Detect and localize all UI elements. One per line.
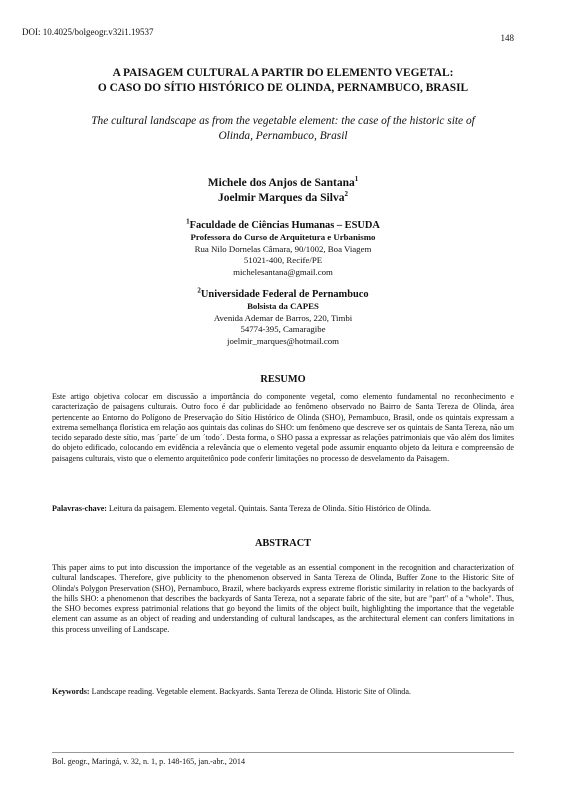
affiliation-superscript: 2 bbox=[197, 286, 201, 295]
abstract-heading: ABSTRACT bbox=[254, 538, 312, 549]
author-1 bbox=[40, 176, 526, 191]
affiliation-address: Rua Nilo Dornelas Câmara, 90/1002, Boa Viagem bbox=[194, 243, 372, 254]
title-line-2: O CASO DO SÍTIO HISTÓRICO DE OLINDA, PERNAMBUCO, BRASIL bbox=[97, 81, 469, 94]
affiliation-role: Professora do Curso de Arquitetura e Urbanismo bbox=[190, 232, 376, 242]
keywords-text: Landscape reading. Vegetable element. Backyards. Santa Tereza de Olinda. Historic Site of Olinda. bbox=[91, 687, 411, 696]
affiliation-superscript: 1 bbox=[186, 217, 190, 226]
keywords-english bbox=[52, 687, 514, 697]
title-line-1: A PAISAGEM CULTURAL A PARTIR DO ELEMENTO VEGETAL: bbox=[112, 67, 454, 79]
author-superscript: 2 bbox=[344, 190, 348, 199]
affiliation-email: joelmir_marques@hotmail.com bbox=[227, 335, 339, 346]
affiliation-1 bbox=[40, 219, 526, 278]
subtitle-line-2: Olinda, Pernambuco, Brasil bbox=[218, 130, 348, 142]
paper-subtitle-english bbox=[40, 114, 526, 144]
affiliation-address: Avenida Ademar de Barros, 220, Timbi bbox=[213, 312, 353, 323]
affiliation-email: michelesantana@gmail.com bbox=[233, 266, 333, 277]
abstract-paragraph: This paper aims to put into discussion the importance of the vegetable as an essential component in the recognition and characterization of cultural landscapes. Therefore, give publicity to the phenomenon observed in Santa Tereza de Olinda, Buffer Zone to the Historic Site of Olinda's Polygon Preservation (SHO), Pernambuco, Brazil, where backyards express extreme floristic similarity in relation to the backyards of the hills SHO: a phenomenon that describes the backyards of Santa Tereza, not a separate fabric of the site, but are "part" of a "whole". Thus, the SHO becomes express patrimonial relations that go beyond the limits of the object built, highlighting the importance that the vegetable element can assume as an object of reading and understanding of cultural landscapes, as the architectural element can confers limitations in this process unveiling of Landscape. bbox=[52, 563, 514, 634]
footer-divider bbox=[52, 752, 514, 753]
author-superscript: 1 bbox=[354, 175, 359, 184]
footer-citation: Bol. geogr., Maringá, v. 32, n. 1, p. 148-165, jan.-abr., 2014 bbox=[52, 757, 246, 766]
author-2 bbox=[40, 191, 526, 206]
resumo-paragraph: Este artigo objetiva colocar em discussão a importância do componente vegetal, como elemento fundamental no reconhecimento e caracterização de paisagens culturais. Outro foco é dar publicidade ao fenômeno observado no Bairro de Santa Tereza de Olinda, área pertencente ao Entorno do Polígono de Preservação do Sítio Histórico de Olinda (SHO), Pernambuco, Brasil, onde os quintais expressam a extrema semelhança florística em relação aos quintais das colinas do SHO: um fenômeno que descreve ser os quintais de Santa Tereza, não um tecido separado deste sítio, mas ´parte´ de um ´todo´. Desta forma, o SHO passa a expressar as relações patrimoniais que vão além dos limites do objeto edificado, colocando em evidência a relevância que o elemento vegetal pode assumir enquanto objeto da leitura e compreensão de paisagens culturais, visto que o elemento arquitetônico pode conferir limitações no processo de desvelamento da Paisagem. bbox=[52, 392, 514, 463]
paper-title bbox=[40, 66, 526, 95]
keywords-label: Palavras-chave: bbox=[52, 504, 107, 513]
author-name: Michele dos Anjos de Santana bbox=[207, 177, 355, 189]
affiliation-postal: 54774-395, Camaragibe bbox=[240, 324, 326, 335]
keywords-portuguese bbox=[52, 504, 514, 514]
affiliation-2 bbox=[40, 288, 526, 347]
page-number: 148 bbox=[500, 33, 514, 43]
subtitle-line-1: The cultural landscape as from the vegetable element: the case of the historic site of bbox=[91, 115, 475, 127]
author-list bbox=[40, 176, 526, 206]
keywords-text: Leitura da paisagem. Elemento vegetal. Quintais. Santa Tereza de Olinda. Sítio Histórico de Olinda. bbox=[109, 504, 431, 513]
keywords-label: Keywords: bbox=[52, 687, 90, 696]
affiliation-institution: $^1$Faculdade de Ciências Humanas – ESUDA bbox=[186, 217, 380, 231]
doi-label: DOI: 10.4025/bolgeogr.v32i1.19537 bbox=[22, 27, 154, 37]
affiliation-postal: 51021-400, Recife/PE bbox=[243, 255, 323, 266]
resumo-heading: RESUMO bbox=[260, 374, 306, 385]
affiliation-role: Bolsista da CAPES bbox=[247, 301, 319, 311]
author-name: Joelmir Marques da Silva bbox=[218, 192, 345, 204]
affiliation-institution: $^2$Universidade Federal de Pernambuco bbox=[197, 286, 369, 300]
